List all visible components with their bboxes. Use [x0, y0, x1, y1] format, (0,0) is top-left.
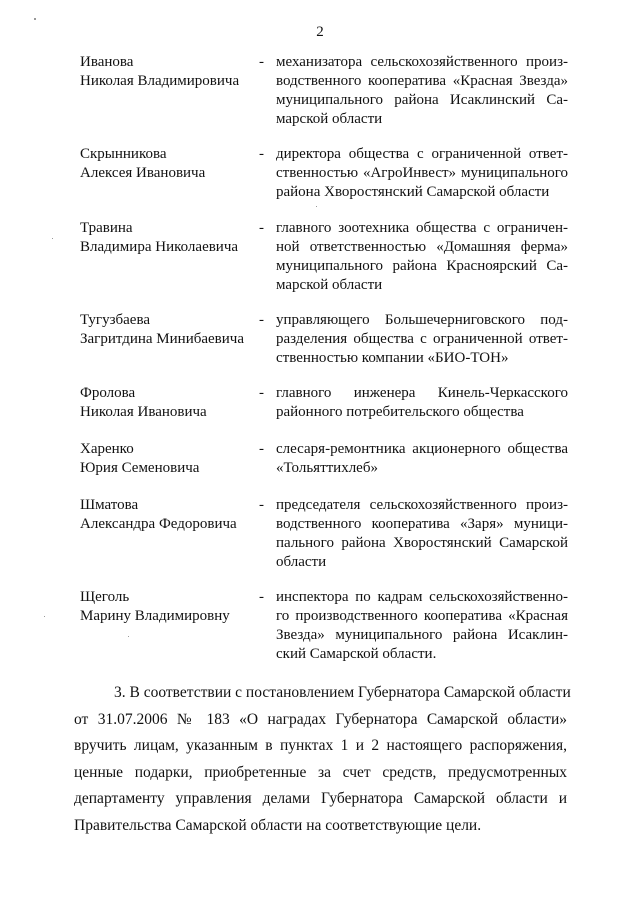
awardee-name	[80, 440, 260, 478]
section-3-paragraph	[74, 680, 571, 840]
awardee-position	[276, 53, 568, 129]
position-line: муниципального района Красноярский Са-	[276, 258, 568, 274]
awardee-name	[80, 219, 260, 257]
awardee-given-names: Александра Федоровича	[80, 516, 237, 532]
awardee-given-names: Алексея Ивановича	[80, 165, 206, 181]
position-line: механизатора сельскохозяйственного произ-	[276, 54, 568, 70]
position-line: водственного кооператива «Красная Звезда»	[276, 73, 568, 89]
entry-dash: -	[259, 312, 264, 328]
awardee-given-names: Владимира Николаевича	[80, 239, 239, 255]
entry-dash: -	[259, 220, 264, 236]
awardee-position	[276, 145, 568, 202]
awardee-position	[276, 219, 568, 295]
position-line: инспектора по кадрам сельскохозяйственно-	[276, 589, 568, 605]
awardee-surname: Фролова	[80, 385, 136, 401]
paragraph-line: Правительства Самарской области на соответствующие цели.	[74, 816, 482, 834]
awardee-given-names: Марину Владимировну	[80, 608, 230, 624]
scan-speck	[34, 18, 36, 20]
awardee-surname: Травина	[80, 220, 133, 236]
paragraph-line: от 31.07.2006 № 183 «О наградах Губернатора Самарской области»	[74, 710, 567, 728]
paragraph-line: вручить лицам, указанным в пунктах 1 и 2 настоящего распоряжения,	[74, 737, 567, 755]
awardee-surname: Скрынникова	[80, 146, 167, 162]
position-line: ной ответственностью «Домашняя ферма»	[276, 239, 568, 255]
entry-dash: -	[259, 441, 264, 457]
awardee-surname: Тугузбаева	[80, 312, 150, 328]
position-line: области	[276, 554, 327, 570]
awardee-position	[276, 440, 568, 478]
paragraph-line: департаменту управления делами Губернатора Самарской области и	[74, 790, 567, 808]
position-line: районного потребительского общества	[276, 404, 524, 420]
scan-speck	[128, 636, 129, 637]
awardee-surname: Щеголь	[80, 589, 130, 605]
awardee-position	[276, 496, 568, 572]
awardee-position	[276, 588, 568, 664]
position-line: марской области	[276, 111, 383, 127]
position-line: ственностью «АгроИнвест» муниципального	[276, 165, 568, 181]
entry-dash: -	[259, 385, 264, 401]
position-line: марской области	[276, 277, 383, 293]
position-line: района Хворостянский Самарской области	[276, 184, 550, 200]
entry-dash: -	[259, 146, 264, 162]
scan-speck	[44, 616, 45, 617]
position-line: муниципального района Исаклинский Са-	[276, 92, 568, 108]
position-line: «Тольяттихлеб»	[276, 460, 378, 476]
scan-speck	[316, 206, 317, 207]
awardee-given-names: Загритдина Минибаевича	[80, 331, 244, 347]
position-line: разделения общества с ограниченной ответ-	[276, 331, 568, 347]
awardee-name	[80, 145, 260, 183]
position-line: главного зоотехника общества с ограничен-	[276, 220, 568, 236]
paragraph-line: ценные подарки, приобретенные за счет средств, предусмотренных	[74, 763, 567, 781]
position-line: пального района Хворостянский Самарской	[276, 535, 568, 551]
position-line: Звезда» муниципального района Исаклин-	[276, 627, 568, 643]
awardee-name	[80, 588, 260, 626]
awardee-name	[80, 311, 260, 349]
awardee-name	[80, 53, 260, 91]
awardee-given-names: Николая Ивановича	[80, 404, 207, 420]
position-line: го производственного кооператива «Красная	[276, 608, 568, 624]
entry-dash: -	[259, 589, 264, 605]
position-line: ский Самарской области.	[276, 646, 437, 662]
page-number: 2	[316, 24, 324, 40]
position-line: главного инженера Кинель-Черкасского	[276, 385, 568, 401]
position-line: ственностью компании «БИО-ТОН»	[276, 350, 509, 366]
awardee-given-names: Юрия Семеновича	[80, 460, 200, 476]
entry-dash: -	[259, 497, 264, 513]
awardee-surname: Иванова	[80, 54, 134, 70]
scan-speck	[52, 238, 53, 239]
paragraph-line: 3. В соответствии с постановлением Губернатора Самарской области	[114, 684, 571, 701]
position-line: председателя сельскохозяйственного произ-	[276, 497, 568, 513]
awardee-position	[276, 311, 568, 368]
position-line: управляющего Большечерниговского под-	[276, 312, 568, 328]
awardee-surname: Харенко	[80, 441, 134, 457]
awardee-name	[80, 496, 260, 534]
awardee-name	[80, 384, 260, 422]
awardee-given-names: Николая Владимировича	[80, 73, 240, 89]
awardee-surname: Шматова	[80, 497, 139, 513]
position-line: слесаря-ремонтника акционерного общества	[276, 441, 568, 457]
position-line: водственного кооператива «Заря» муници-	[276, 516, 568, 532]
position-line: директора общества с ограниченной ответ-	[276, 146, 568, 162]
awardee-position	[276, 384, 568, 422]
entry-dash: -	[259, 54, 264, 70]
